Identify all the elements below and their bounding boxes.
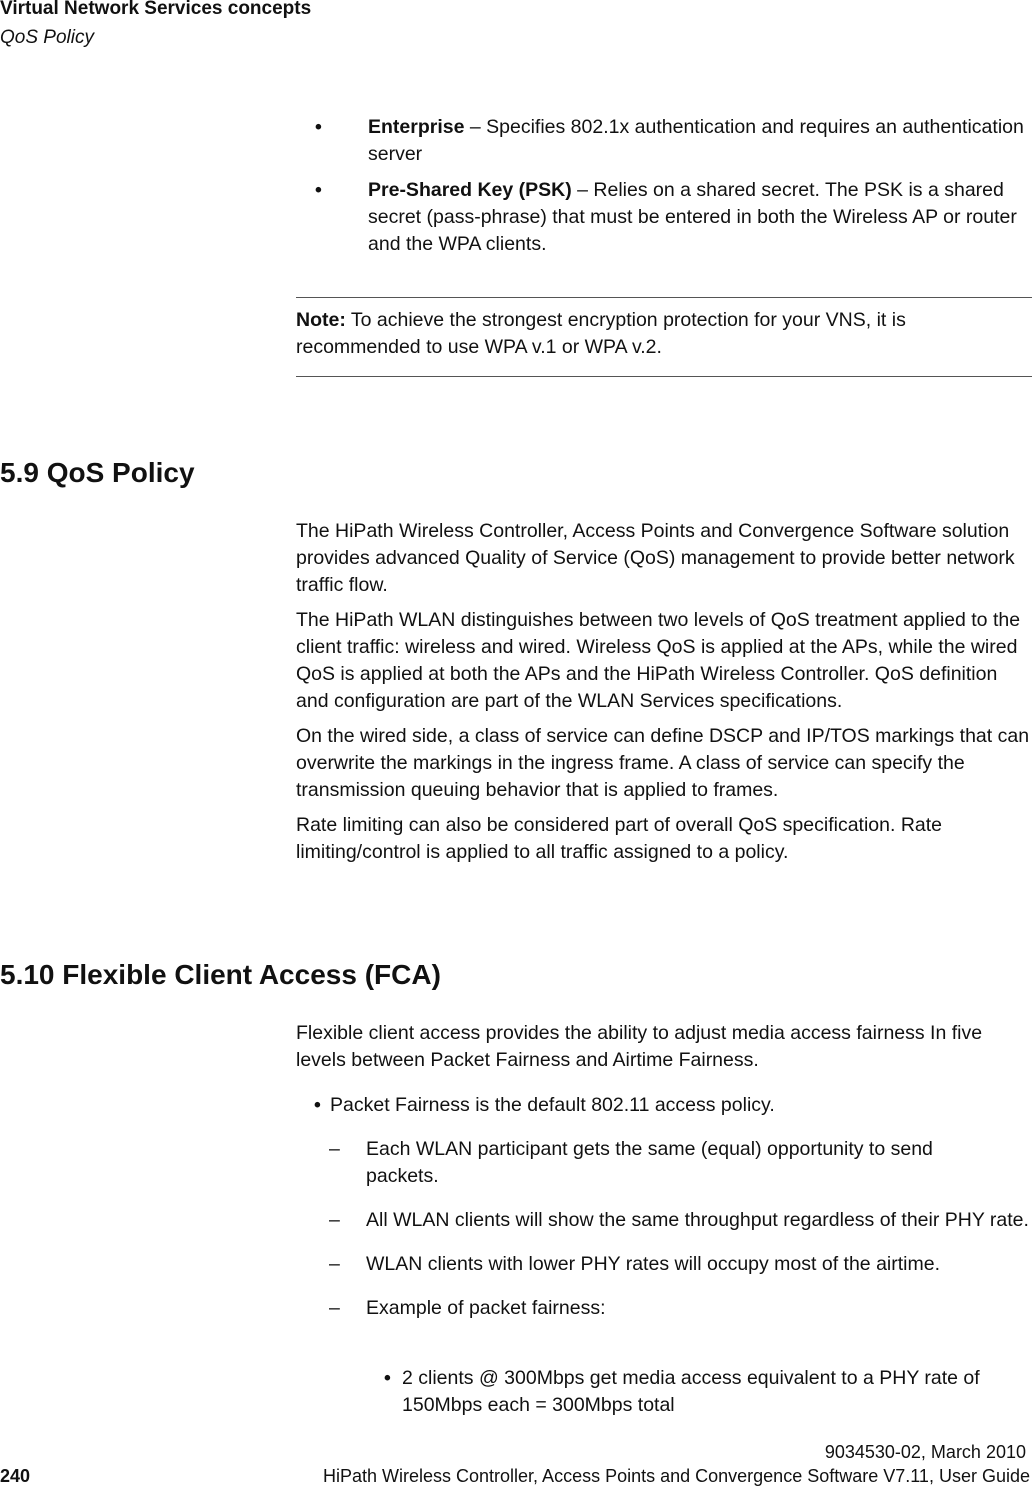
qos-paragraph-1: The HiPath Wireless Controller, Access Points and Convergence Software solution provides advanced Quality of Service (QoS) management to provide better network traffic flow. [296, 520, 1015, 596]
list-item [296, 177, 1032, 258]
dash-icon: – [329, 1253, 340, 1275]
fca-intro: Flexible client access provides the ability to adjust media access fairness In five levels between Packet Fairness and Airtime Fairness. [296, 1022, 983, 1071]
footer-page-number: 240 [0, 1466, 31, 1486]
term-enterprise-desc: – Specifies 802.1x authentication and requires an authentication server [368, 116, 1024, 165]
note-bottom-rule [296, 376, 1032, 377]
term-psk-desc: – Relies on a shared secret. The PSK is a shared secret (pass-phrase) that must be entered in both the Wireless AP or router and the WPA clients. [368, 179, 1017, 255]
qos-paragraph-3: On the wired side, a class of service can define DSCP and IP/TOS markings that can overwrite the markings in the ingress frame. A class of service can specify the transmission queuing behavior that is applied to frames. [296, 725, 1030, 801]
bullet-icon: • [384, 1367, 391, 1389]
fca-bullet-text: Packet Fairness is the default 802.11 access policy. [330, 1094, 775, 1116]
footer-doc-title: HiPath Wireless Controller, Access Points and Convergence Software V7.11, User Guide [322, 1466, 1030, 1486]
fca-dash-text-4: Example of packet fairness: [366, 1297, 606, 1319]
list-item [296, 1365, 1032, 1419]
wpa-mode-list [296, 114, 1032, 258]
section-heading-fca: 5.10 Flexible Client Access (FCA) [0, 959, 441, 990]
list-item [296, 114, 1032, 168]
term-enterprise: Enterprise [368, 116, 465, 138]
fca-bullet [296, 1092, 1032, 1119]
bullet-icon: • [315, 116, 322, 138]
list-item [296, 1251, 1032, 1278]
list-item [296, 1136, 1032, 1190]
fca-dash-text-3: WLAN clients with lower PHY rates will occupy most of the airtime. [366, 1253, 940, 1275]
qos-body [296, 518, 1030, 866]
bullet-icon: • [314, 1094, 321, 1116]
fca-sub-bullet-text: 2 clients @ 300Mbps get media access equivalent to a PHY rate of 150Mbps each = 300Mbps total [402, 1367, 980, 1416]
section-heading-qos: 5.9 QoS Policy [0, 457, 195, 488]
list-item [296, 1092, 1032, 1119]
list-item [296, 1207, 1032, 1234]
dash-icon: – [329, 1209, 340, 1231]
fca-dash-text-2: All WLAN clients will show the same throughput regardless of their PHY rate. [366, 1209, 1029, 1231]
note-top-rule [296, 297, 1032, 298]
dash-icon: – [329, 1138, 340, 1160]
bullet-icon: • [315, 179, 322, 201]
note [296, 307, 996, 361]
list-item [296, 1295, 1032, 1322]
note-label: Note: [296, 309, 346, 331]
qos-paragraph-4: Rate limiting can also be considered part of overall QoS specification. Rate limiting/control is applied to all traffic assigned to a policy. [296, 814, 943, 863]
note-text: To achieve the strongest encryption protection for your VNS, it is recommended to use WPA v.1 or WPA v.2. [296, 309, 906, 358]
footer-doc-id: 9034530-02, March 2010 [824, 1442, 1026, 1462]
running-header-chapter: Virtual Network Services concepts [0, 0, 312, 19]
dash-icon: – [329, 1297, 340, 1319]
running-header-section: QoS Policy [0, 27, 94, 48]
qos-paragraph-2: The HiPath WLAN distinguishes between two levels of QoS treatment applied to the client traffic: wireless and wired. Wireless QoS is applied at the APs, while the wired QoS is applied at both the APs and the HiPath Wireless Controller. QoS definition and configuration are part of the WLAN Services specifications. [296, 609, 1021, 712]
fca-sub-bullet [296, 1365, 1032, 1419]
fca-dash-text-1: Each WLAN participant gets the same (equal) opportunity to send packets. [366, 1138, 933, 1187]
term-psk: Pre-Shared Key (PSK) [368, 179, 572, 201]
fca-dash-list [296, 1136, 1032, 1322]
